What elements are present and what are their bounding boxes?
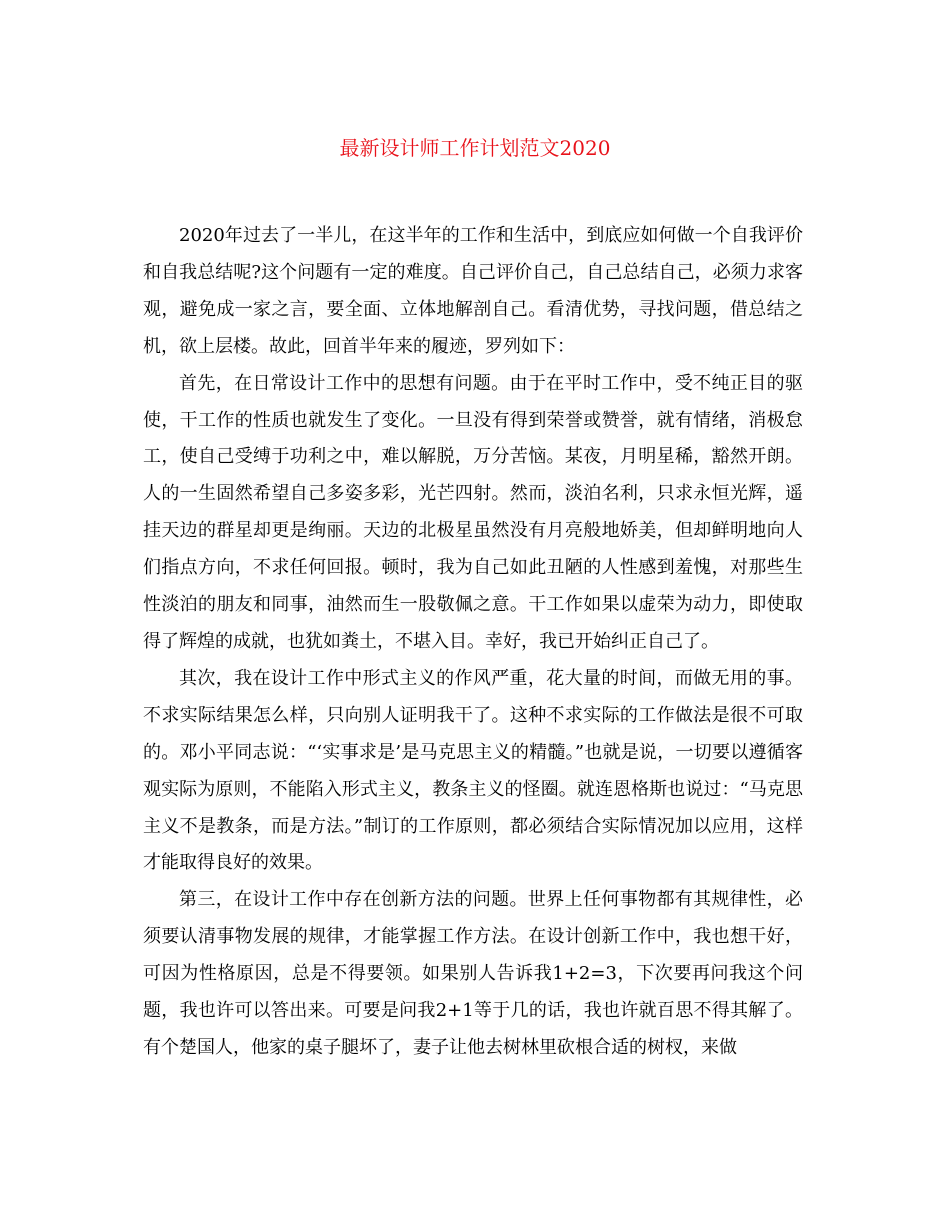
- paragraph-2: 首先，在日常设计工作中的思想有问题。由于在平时工作中，受不纯正目的驱使，干工作的性质也就发生了变化。一旦没有得到荣誉或赞誉，就有情绪，消极怠工，使自己受缚于功利之中，难以解脱，万分苦恼。某夜，月明星稀，豁然开朗。人的一生固然希望自己多姿多彩，光芒四射。然而，淡泊名利，只求永恒光辉，遥挂天边的群星却更是绚丽。天边的北极星虽然没有月亮般地娇美，但却鲜明地向人们指点方向，不求任何回报。顿时，我为自己如此丑陋的人性感到羞愧，对那些生性淡泊的朋友和同事，油然而生一股敬佩之意。干工作如果以虚荣为动力，即使取得了辉煌的成就，也犹如粪土，不堪入目。幸好，我已开始纠正自己了。: [143, 372, 803, 652]
- document-title: 最新设计师工作计划范文2020: [339, 136, 611, 160]
- paragraph-1: 2020年过去了一半儿，在这半年的工作和生活中，到底应如何做一个自我评价和自我总结呢?这个问题有一定的难度。自己评价自己，自己总结自己，必须力求客观，避免成一家之言，要全面、立体地解剖自己。看清优势，寻找问题，借总结之机，欲上层楼。故此，回首半年来的履迹，罗列如下：: [143, 225, 803, 357]
- document-body: [143, 218, 803, 1067]
- paragraph-3: 其次，我在设计工作中形式主义的作风严重，花大量的时间，而做无用的事。不求实际结果怎么样，只向别人证明我干了。这种不求实际的工作做法是很不可取的。邓小平同志说：“‘实事求是’是马克思主义的精髓。”也就是说，一切要以遵循客观实际为原则，不能陷入形式主义，教条主义的怪圈。就连恩格斯也说过：“马克思主义不是教条，而是方法。”制订的工作原则，都必须结合实际情况加以应用，这样才能取得良好的效果。: [143, 667, 803, 874]
- paragraph-4: 第三，在设计工作中存在创新方法的问题。世界上任何事物都有其规律性，必须要认清事物发展的规律，才能掌握工作方法。在设计创新工作中，我也想干好，可因为性格原因，总是不得要领。如果别人告诉我1+2=3，下次要再问我这个问题，我也许可以答出来。可要是问我2+1等于几的话，我也许就百思不得其解了。有个楚国人，他家的桌子腿坏了，妻子让他去树林里砍根合适的树杈，来做: [143, 889, 803, 1058]
